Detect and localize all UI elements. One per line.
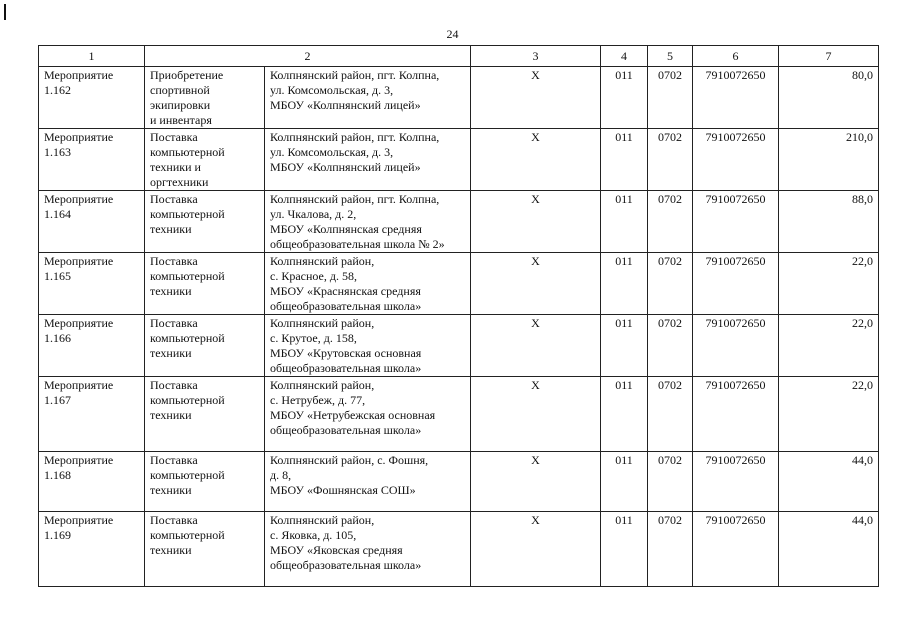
address-cell-line: МБОУ «Краснянская средняя [270,284,421,298]
measure-cell-line: 1.167 [44,393,71,407]
address-cell-line: общеобразовательная школа № 2» [270,237,445,251]
name-cell-line: техники [150,284,192,298]
address-cell-line: МБОУ «Яковская средняя [270,543,403,557]
name-cell-line: компьютерной [150,528,225,542]
col-4-cell: 011 [601,191,648,253]
address-cell-line: общеобразовательная школа» [270,299,422,313]
measure-cell-line: Мероприятие [44,378,114,392]
address-cell-line: Колпнянский район, [270,316,375,330]
address-cell-line: МБОУ «Колпнянская средняя [270,222,422,236]
measure-cell-line: 1.163 [44,145,71,159]
name-cell [145,253,265,315]
col-3-cell: X [471,452,601,512]
name-cell-line: Поставка [150,316,198,330]
measure-cell [39,512,145,587]
col-5-cell: 0702 [648,253,693,315]
address-cell-line: ул. Комсомольская, д. 3, [270,145,394,159]
address-cell-line: Колпнянский район, пгт. Колпна, [270,130,440,144]
col-3-cell: X [471,191,601,253]
amount-cell: 88,0 [779,191,879,253]
col-4-cell: 011 [601,253,648,315]
address-cell-line: с. Нетрубеж, д. 77, [270,393,366,407]
name-cell-line: компьютерной [150,145,225,159]
col-5-cell: 0702 [648,191,693,253]
measure-cell-line: Мероприятие [44,254,114,268]
col-6-cell: 7910072650 [693,377,779,452]
address-cell [265,452,471,512]
amount-cell: 22,0 [779,377,879,452]
col-3-cell: X [471,67,601,129]
name-cell-line: компьютерной [150,207,225,221]
address-cell-line: МБОУ «Колпнянский лицей» [270,98,421,112]
address-cell-line: ул. Чкалова, д. 2, [270,207,357,221]
table-row [39,129,879,191]
amount-cell: 44,0 [779,452,879,512]
address-cell-line: Колпнянский район, [270,513,375,527]
measure-cell-line: Мероприятие [44,453,114,467]
measure-cell [39,377,145,452]
col-4-cell: 011 [601,129,648,191]
name-cell [145,129,265,191]
name-cell-line: техники [150,346,192,360]
col-6-cell: 7910072650 [693,253,779,315]
address-cell [265,315,471,377]
measure-cell-line: 1.169 [44,528,71,542]
name-cell-line: техники [150,543,192,557]
col-3-cell: X [471,129,601,191]
page-edge-mark [4,4,6,20]
name-cell [145,315,265,377]
name-cell-line: техники [150,408,192,422]
amount-cell: 22,0 [779,315,879,377]
name-cell-line: Поставка [150,378,198,392]
col-6-cell: 7910072650 [693,512,779,587]
header-col-4: 4 [601,46,648,67]
col-5-cell: 0702 [648,512,693,587]
col-4-cell: 011 [601,452,648,512]
measure-cell-line: Мероприятие [44,316,114,330]
header-col-7: 7 [779,46,879,67]
amount-cell: 22,0 [779,253,879,315]
address-cell [265,377,471,452]
table-row [39,315,879,377]
name-cell [145,67,265,129]
address-cell-line: с. Яковка, д. 105, [270,528,357,542]
address-cell [265,253,471,315]
name-cell-line: техники [150,483,192,497]
name-cell-line: Поставка [150,453,198,467]
col-4-cell: 011 [601,315,648,377]
header-col-1: 1 [39,46,145,67]
name-cell-line: техники [150,222,192,236]
measure-cell-line: Мероприятие [44,192,114,206]
name-cell-line: компьютерной [150,393,225,407]
address-cell [265,191,471,253]
header-row [39,46,879,67]
col-6-cell: 7910072650 [693,191,779,253]
address-cell-line: д. 8, [270,468,292,482]
measure-cell [39,452,145,512]
table-row [39,67,879,129]
name-cell-line: техники и [150,160,201,174]
measure-cell-line: Мероприятие [44,68,114,82]
table-body [39,67,879,587]
address-cell-line: общеобразовательная школа» [270,361,422,375]
address-cell [265,512,471,587]
address-cell [265,67,471,129]
col-3-cell: X [471,377,601,452]
measure-cell [39,253,145,315]
measure-cell-line: Мероприятие [44,130,114,144]
name-cell [145,452,265,512]
address-cell-line: МБОУ «Нетрубежская основная [270,408,436,422]
col-5-cell: 0702 [648,315,693,377]
name-cell [145,512,265,587]
col-4-cell: 011 [601,67,648,129]
amount-cell: 80,0 [779,67,879,129]
amount-cell: 44,0 [779,512,879,587]
name-cell [145,377,265,452]
measure-cell-line: 1.166 [44,331,71,345]
address-cell-line: общеобразовательная школа» [270,423,422,437]
name-cell-line: Поставка [150,513,198,527]
table-row [39,452,879,512]
table-row [39,191,879,253]
measure-cell [39,315,145,377]
address-cell-line: ул. Комсомольская, д. 3, [270,83,394,97]
address-cell-line: Колпнянский район, с. Фошня, [270,453,429,467]
measure-cell [39,129,145,191]
name-cell-line: Поставка [150,130,198,144]
measure-cell-line: 1.165 [44,269,71,283]
address-cell-line: МБОУ «Колпнянский лицей» [270,160,421,174]
address-cell-line: Колпнянский район, пгт. Колпна, [270,68,440,82]
address-cell-line: МБОУ «Фошнянская СОШ» [270,483,416,497]
name-cell-line: Поставка [150,254,198,268]
address-cell-line: МБОУ «Крутовская основная [270,346,422,360]
name-cell-line: и инвентаря [150,113,212,127]
table-row [39,377,879,452]
col-3-cell: X [471,253,601,315]
address-cell [265,129,471,191]
address-cell-line: Колпнянский район, пгт. Колпна, [270,192,440,206]
header-col-3: 3 [471,46,601,67]
amount-cell: 210,0 [779,129,879,191]
name-cell-line: компьютерной [150,331,225,345]
measure-cell-line: 1.168 [44,468,71,482]
col-3-cell: X [471,512,601,587]
address-cell-line: с. Крутое, д. 158, [270,331,357,345]
col-4-cell: 011 [601,377,648,452]
address-cell-line: с. Красное, д. 58, [270,269,357,283]
col-6-cell: 7910072650 [693,452,779,512]
measure-cell-line: 1.164 [44,207,71,221]
measure-cell-line: Мероприятие [44,513,114,527]
measure-cell-line: 1.162 [44,83,71,97]
header-col-6: 6 [693,46,779,67]
name-cell [145,191,265,253]
address-cell-line: Колпнянский район, [270,254,375,268]
page-number: 24 [446,27,459,41]
name-cell-line: Приобретение [150,68,224,82]
table-row [39,253,879,315]
col-3-cell: X [471,315,601,377]
col-5-cell: 0702 [648,377,693,452]
col-5-cell: 0702 [648,129,693,191]
col-6-cell: 7910072650 [693,315,779,377]
table-row [39,512,879,587]
name-cell-line: спортивной [150,83,210,97]
address-cell-line: общеобразовательная школа» [270,558,422,572]
col-5-cell: 0702 [648,452,693,512]
col-4-cell: 011 [601,512,648,587]
measure-cell [39,191,145,253]
name-cell-line: компьютерной [150,468,225,482]
measures-table [38,45,879,587]
measure-cell [39,67,145,129]
header-col-5: 5 [648,46,693,67]
name-cell-line: экипировки [150,98,211,112]
name-cell-line: компьютерной [150,269,225,283]
col-5-cell: 0702 [648,67,693,129]
address-cell-line: Колпнянский район, [270,378,375,392]
col-6-cell: 7910072650 [693,129,779,191]
col-6-cell: 7910072650 [693,67,779,129]
header-col-2: 2 [145,46,471,67]
name-cell-line: оргтехники [150,175,209,189]
name-cell-line: Поставка [150,192,198,206]
